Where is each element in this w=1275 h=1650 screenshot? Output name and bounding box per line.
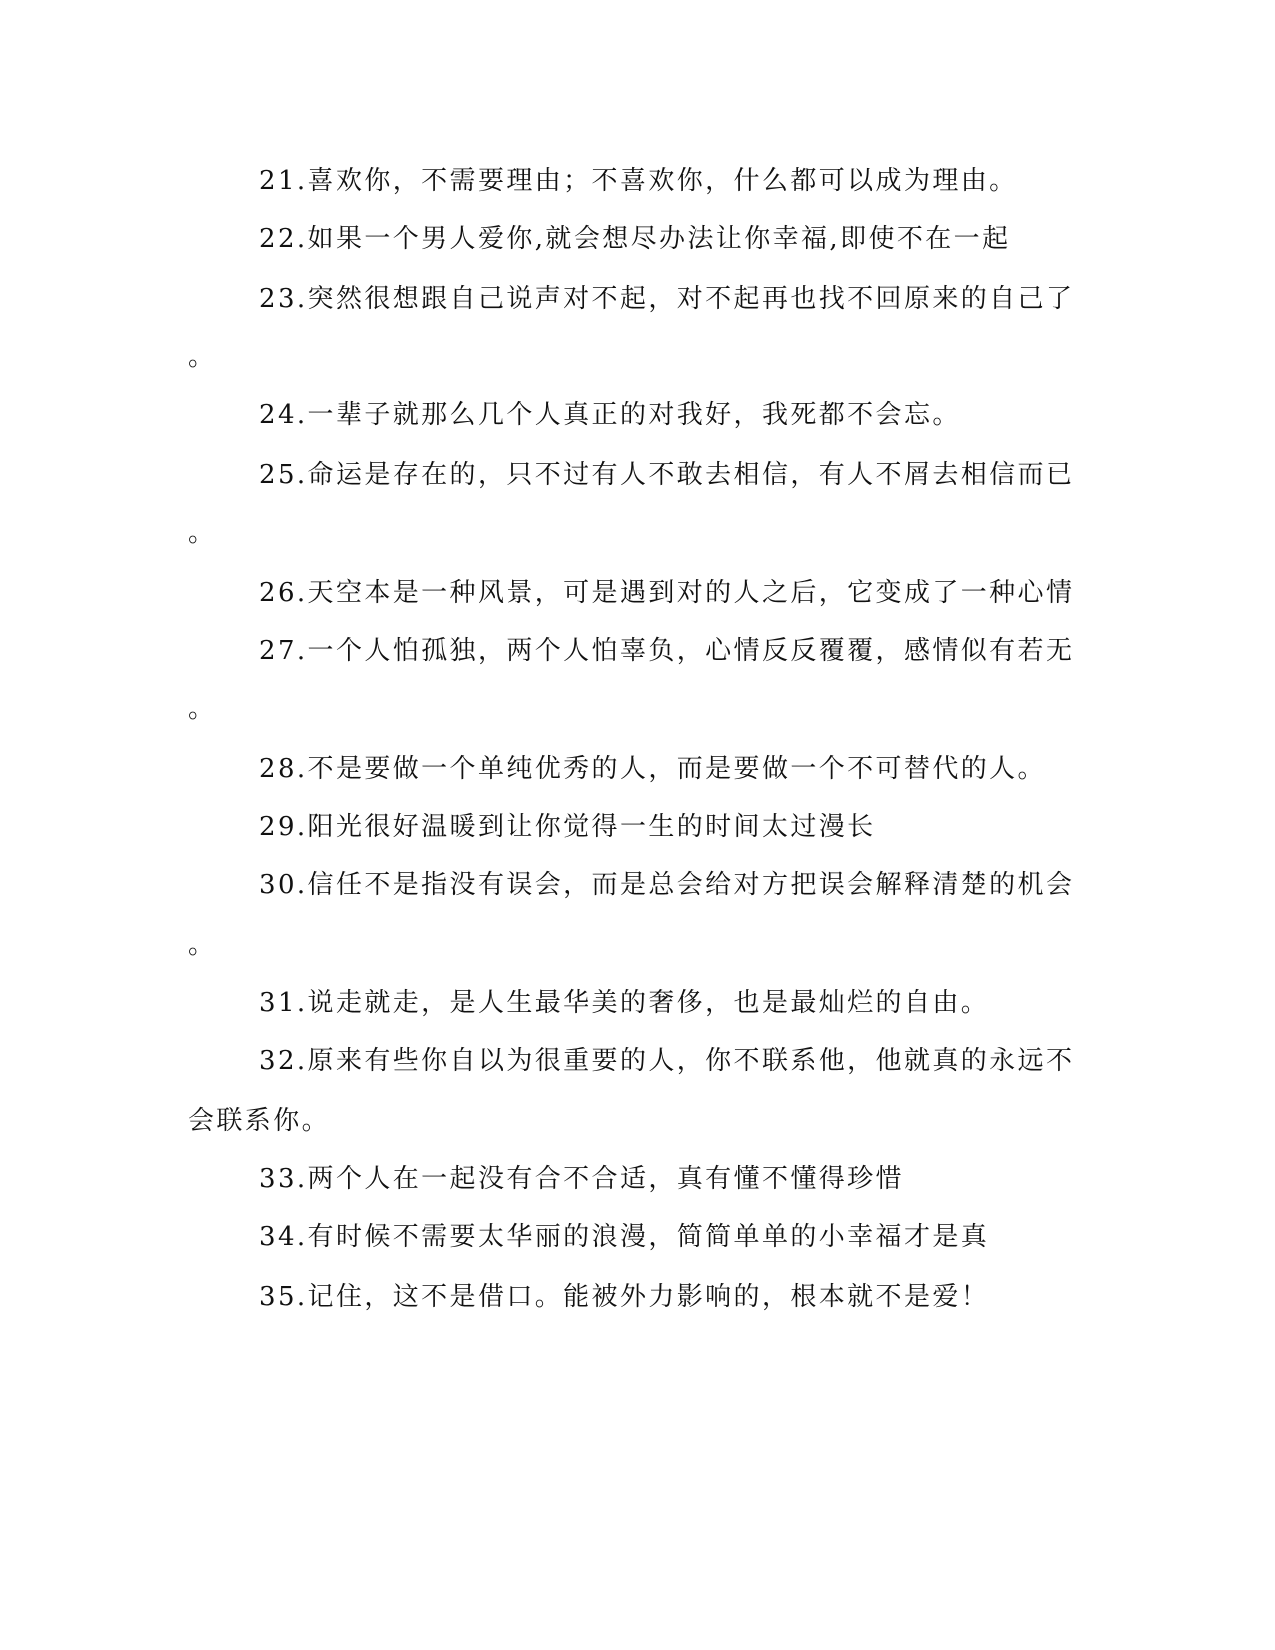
quote-33: 33.两个人在一起没有合不合适，真有懂不懂得珍惜 xyxy=(259,1164,904,1194)
quote-27-continuation: 。 xyxy=(188,694,217,724)
quote-26: 26.天空本是一种风景，可是遇到对的人之后，它变成了一种心情 xyxy=(259,578,1075,608)
quote-28: 28.不是要做一个单纯优秀的人，而是要做一个不可替代的人。 xyxy=(259,754,1046,784)
quote-21: 21.喜欢你，不需要理由；不喜欢你，什么都可以成为理由。 xyxy=(259,166,1018,196)
quote-25-continuation: 。 xyxy=(188,518,217,548)
quote-35: 35.记住，这不是借口。能被外力影响的，根本就不是爱！ xyxy=(259,1282,990,1312)
quote-29: 29.阳光很好温暖到让你觉得一生的时间太过漫长 xyxy=(259,812,876,842)
quote-30: 30.信任不是指没有误会，而是总会给对方把误会解释清楚的机会 xyxy=(259,870,1075,900)
quote-25: 25.命运是存在的，只不过有人不敢去相信，有人不屑去相信而已 xyxy=(259,460,1075,490)
quote-23: 23.突然很想跟自己说声对不起，对不起再也找不回原来的自己了 xyxy=(259,284,1075,314)
quote-32: 32.原来有些你自以为很重要的人，你不联系他，他就真的永远不 xyxy=(259,1046,1075,1076)
quote-22: 22.如果一个男人爱你,就会想尽办法让你幸福,即使不在一起 xyxy=(259,224,1011,254)
quote-27: 27.一个人怕孤独，两个人怕辜负，心情反反覆覆，感情似有若无 xyxy=(259,636,1075,666)
quote-30-continuation: 。 xyxy=(188,930,217,960)
quote-34: 34.有时候不需要太华丽的浪漫，简简单单的小幸福才是真 xyxy=(259,1222,990,1252)
quote-32-continuation: 会联系你。 xyxy=(188,1106,331,1136)
quote-23-continuation: 。 xyxy=(188,342,217,372)
quote-31: 31.说走就走，是人生最华美的奢侈，也是最灿烂的自由。 xyxy=(259,988,990,1018)
quote-24: 24.一辈子就那么几个人真正的对我好，我死都不会忘。 xyxy=(259,400,961,430)
